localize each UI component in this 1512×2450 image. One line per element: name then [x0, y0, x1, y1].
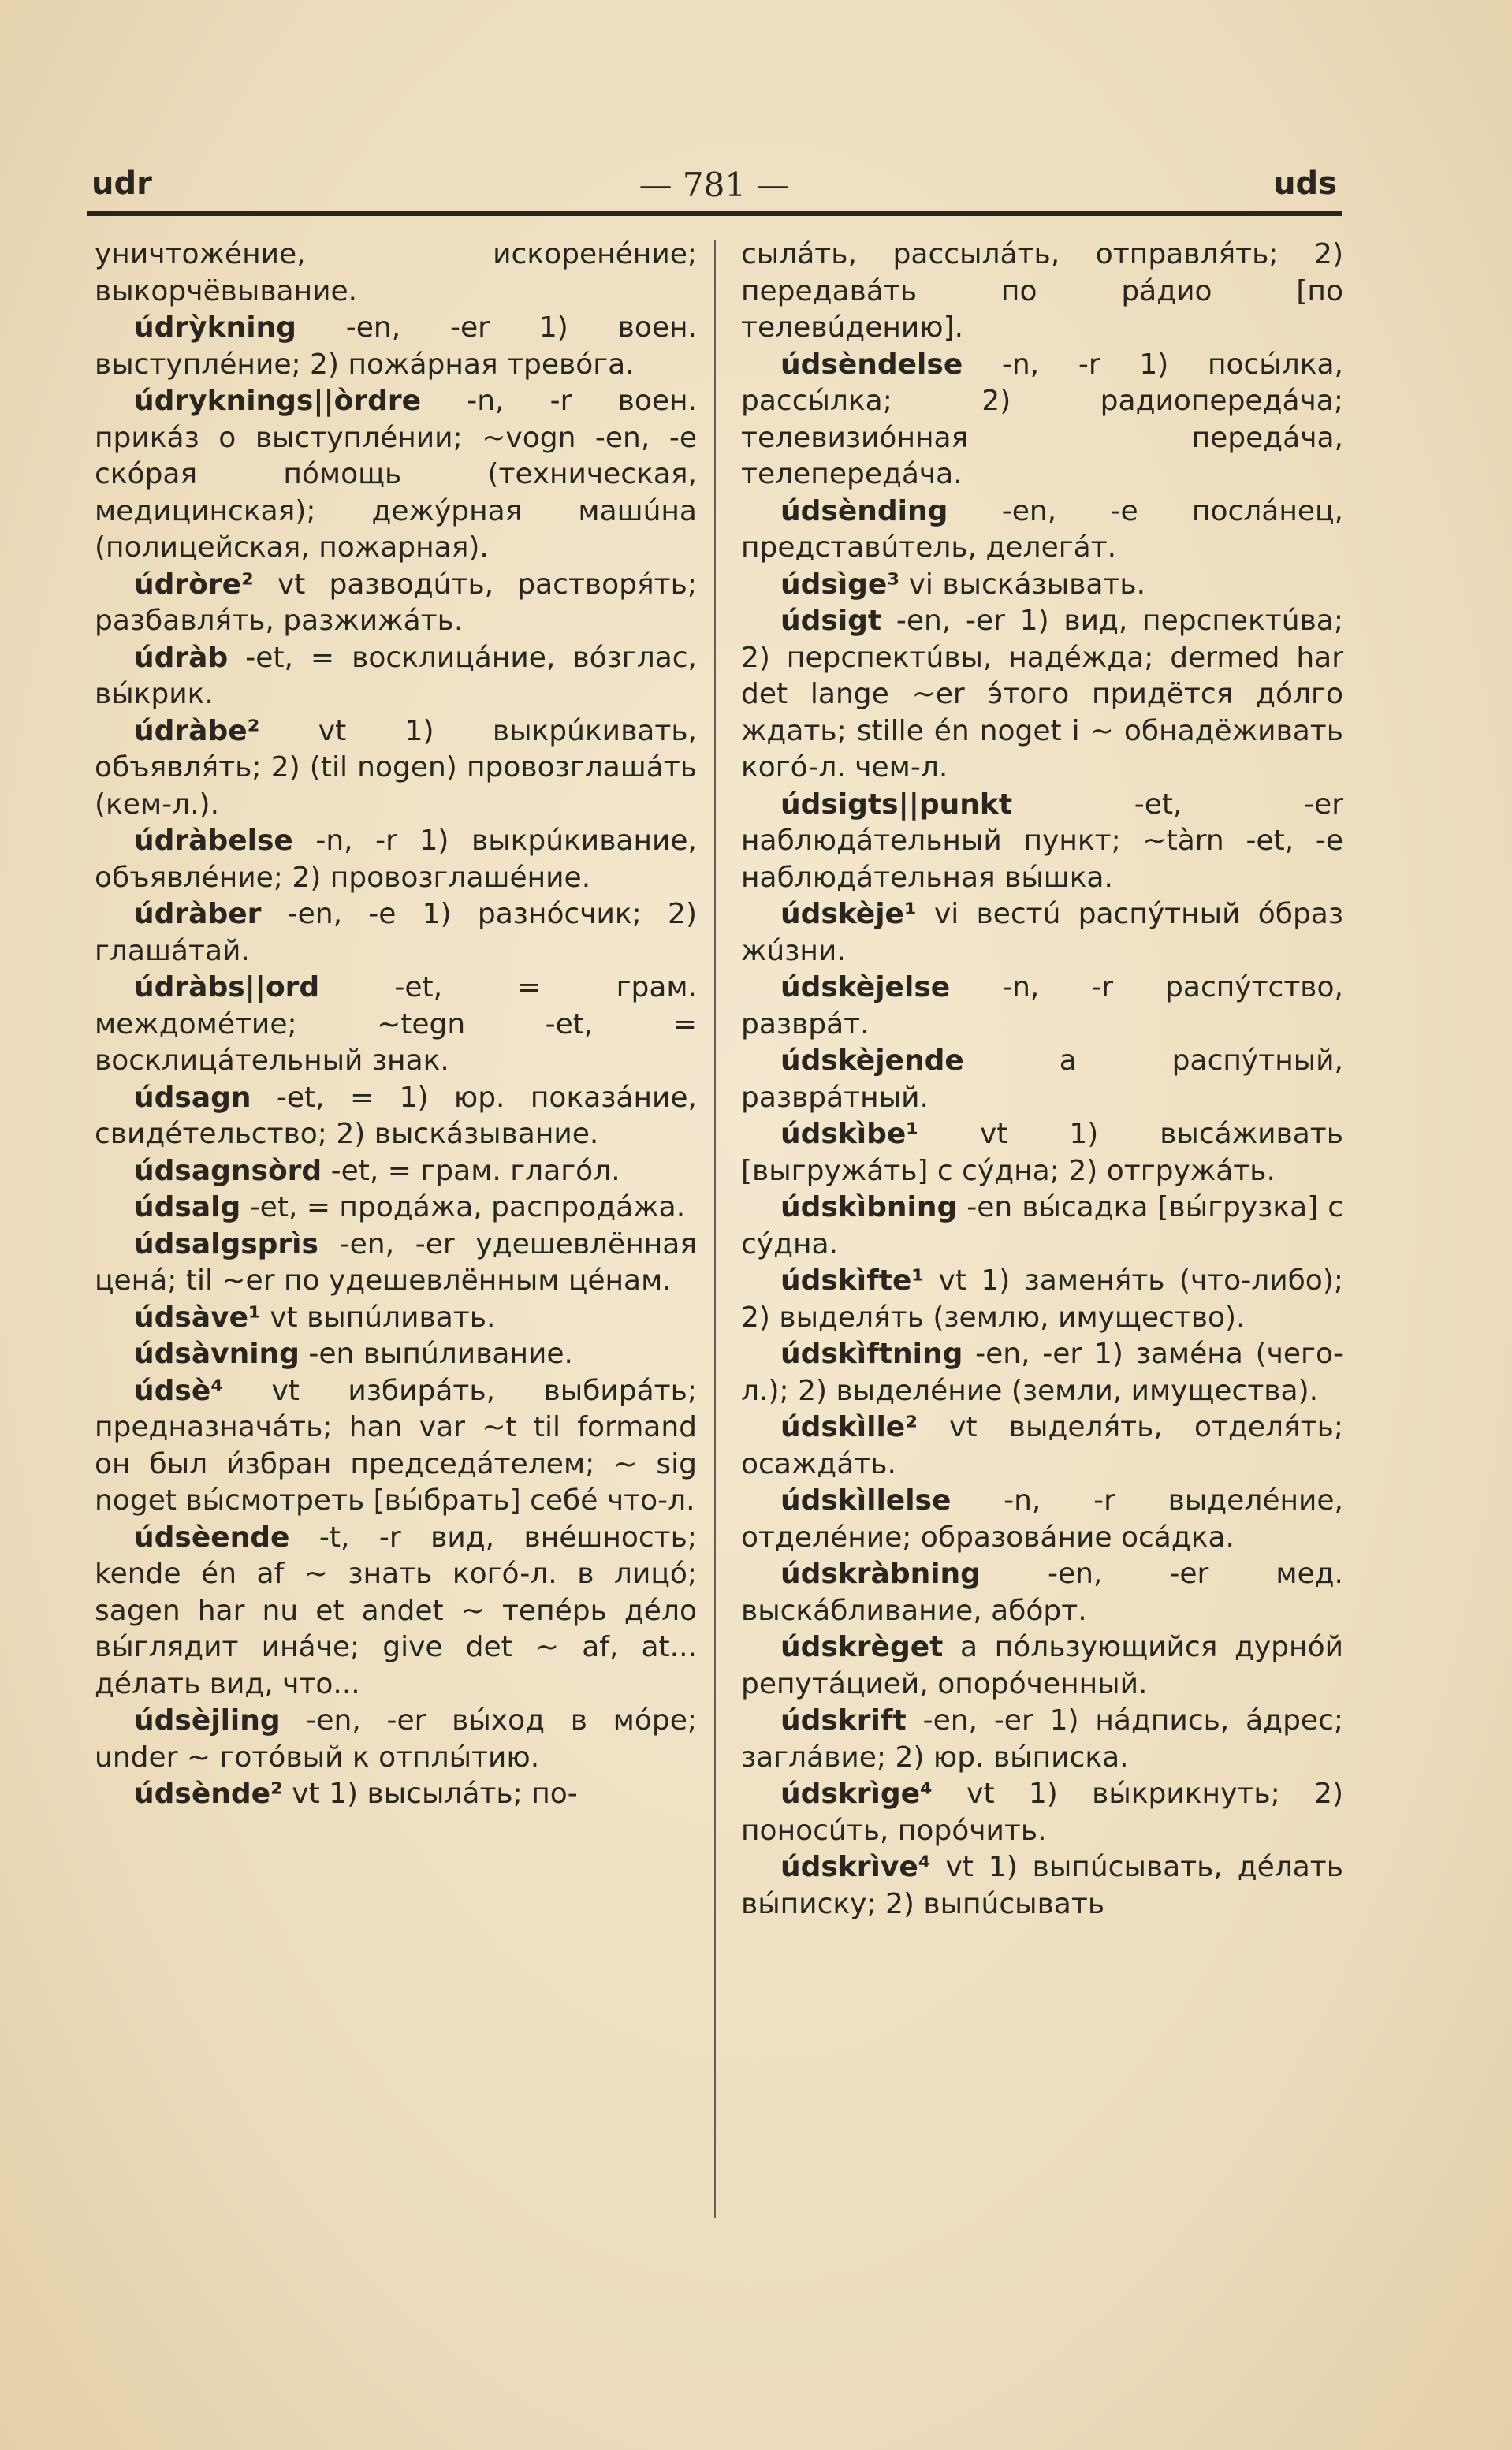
entry-definition: -en, -e послáнец, представúтель, делегáт. — [741, 494, 1343, 564]
entry-text: уничтожéние, искоренéние; выкорчёвывание. — [95, 238, 697, 307]
headword: údrỳkning — [134, 311, 296, 344]
entry-definition: vt 1) заменя́ть (что-либо); 2) выделя́ть (землю, имущество). — [741, 1264, 1343, 1334]
entry-definition: a распýтный, разврáтный. — [741, 1044, 1343, 1114]
headword: údràb — [134, 641, 229, 674]
entry-definition: -et, = грам. междомéтие; ~tegn -et, = восклицáтельный знак. — [95, 971, 697, 1077]
dictionary-entry — [95, 1080, 697, 1153]
dictionary-entry — [741, 1043, 1343, 1116]
dictionary-entry — [741, 567, 1343, 604]
dictionary-entry — [741, 970, 1343, 1043]
header-rule — [87, 211, 1342, 216]
entry-definition: -en, -er 1) воен. выступлéние; 2) пожáрная тревóга. — [95, 311, 697, 381]
entry-definition: -n, -r 1) выкрúкивание, объявлéние; 2) провозглашéние. — [95, 825, 697, 894]
headword: údsagn — [134, 1081, 251, 1114]
entry-definition: vt 1) вы́крикнуть; 2) поносúть, порóчить. — [741, 1778, 1343, 1847]
headword: údryknings||òrdre — [134, 385, 422, 417]
headword: údsènde² — [134, 1778, 283, 1810]
dictionary-entry — [95, 713, 697, 824]
headword: údràbe² — [134, 714, 260, 747]
dictionary-entry — [741, 1483, 1343, 1556]
headword: údràber — [134, 898, 262, 930]
dictionary-entry — [95, 310, 697, 383]
headword: údsagnsòrd — [134, 1154, 322, 1187]
entry-definition: -en, -er 1) замéна (чего-л.); 2) выделéние (земли, имущества). — [741, 1338, 1343, 1407]
entry-definition: -en, -e 1) разнóсчик; 2) глашáтай. — [95, 898, 697, 967]
dictionary-entry — [741, 1263, 1343, 1336]
left-guide-word: udr — [91, 166, 152, 202]
entry-text: сылáть, рассылáть, отправля́ть; 2) передавáть по рáдио [по телевúдению]. — [741, 238, 1343, 344]
dictionary-entry — [95, 1227, 697, 1300]
dictionary-entry — [95, 1300, 697, 1337]
left-column — [95, 236, 697, 1813]
entry-definition: vi вестú распýтный óбраз жúзни. — [741, 898, 1343, 967]
headword: údskìfte¹ — [780, 1264, 925, 1297]
entry-definition: -et, -er наблюдáтельный пункт; ~tàrn -et, -e наблюдáтельная вы́шка. — [741, 788, 1343, 894]
headword: údskrift — [780, 1704, 907, 1737]
headword: údsèjling — [134, 1704, 281, 1737]
headword: údskèjende — [780, 1044, 964, 1077]
entry-definition: vt 1) выпúсывать, дéлать вы́писку; 2) выпúсывать — [741, 1851, 1343, 1920]
headword: údskrèget — [780, 1631, 944, 1663]
dictionary-entry — [95, 823, 697, 896]
headword: údskìftning — [780, 1338, 963, 1370]
entry-definition: -et, = 1) юр. показáние, свидéтельство; 2) выскáзывание. — [95, 1081, 697, 1150]
entry-definition: vt 1) высáживать [выгружáть] с сýдна; 2) отгружáть. — [741, 1118, 1343, 1187]
dictionary-entry — [95, 1703, 697, 1776]
dictionary-entry — [741, 1190, 1343, 1263]
dictionary-entry — [95, 1373, 697, 1520]
entry-definition: -en, -er мед. выскáбливание, абóрт. — [741, 1558, 1343, 1627]
dictionary-entry — [741, 896, 1343, 970]
headword: údskìbning — [780, 1191, 958, 1223]
entry-definition: vt выделя́ть, отделя́ть; осаждáть. — [741, 1411, 1343, 1480]
headword: údsalgsprìs — [134, 1227, 318, 1260]
headword: údsènding — [780, 494, 948, 527]
dictionary-entry — [95, 1153, 697, 1190]
headword: údskìbe¹ — [780, 1118, 919, 1150]
headword: údsèende — [134, 1521, 290, 1554]
entry-definition: -n, -r распýтство, разврáт. — [741, 971, 1343, 1041]
headword: údsèndelse — [780, 348, 963, 381]
headword: údsè⁴ — [134, 1374, 224, 1407]
entry-definition: vt 1) выкрúкивать, объявля́ть; 2) (til nogen) провозглашáть (кем-л.). — [95, 714, 697, 821]
headword: údsigt — [780, 605, 882, 637]
headword: údskràbning — [780, 1558, 981, 1590]
dictionary-entry — [741, 1703, 1343, 1776]
headword: údskrìve⁴ — [780, 1851, 931, 1883]
entry-definition: -en, -er удешевлённая ценá; til ~er по удешевлённым цéнам. — [95, 1227, 697, 1297]
dictionary-entry — [741, 236, 1343, 347]
dictionary-entry — [741, 1409, 1343, 1483]
entry-definition: -n, -r воен. прикáз о выступлéнии; ~vogn -en, -e скóрая пóмощь (техническая, медицинская); дежýрная машúна (полицейская, пожарная). — [95, 385, 697, 564]
entry-definition: -n, -r 1) посы́лка, рассы́лка; 2) радиопередáча; телевизиóнная передáча, телепередáча. — [741, 348, 1343, 490]
entry-definition: -en вы́садка [вы́грузка] с сýдна. — [741, 1191, 1343, 1260]
headword: údràbelse — [134, 825, 293, 857]
dictionary-entry — [95, 567, 697, 640]
entry-definition: vt выпúливать. — [260, 1301, 496, 1334]
dictionary-entry — [95, 970, 697, 1080]
dictionary-entry — [95, 383, 697, 567]
dictionary-entry — [741, 1776, 1343, 1849]
right-guide-word: uds — [1273, 166, 1337, 202]
headword: údràbs||ord — [134, 971, 320, 1003]
entry-definition: -t, -r вид, внéшность; kende én af ~ знать когó-л. в лицó; sagen har nu et andet ~ тепéрь дéло вы́глядит инáче; give det ~ af, at... дéлать вид, что... — [95, 1521, 697, 1700]
dictionary-entry — [95, 1336, 697, 1373]
headword: údskèjelse — [780, 971, 951, 1003]
entry-definition: vt избирáть, выбирáть; предназначáть; han var ~t til formand он был и́збран председáтелем; ~ sig noget вы́смотреть [вы́брать] себé что-л. — [95, 1374, 697, 1517]
entry-definition: -en, -er 1) нáдпись, áдрес; заглáвие; 2) юр. вы́писка. — [741, 1704, 1343, 1774]
headword: údskrìge⁴ — [780, 1778, 933, 1810]
headword: údsìge³ — [780, 568, 900, 601]
dictionary-entry — [95, 1190, 697, 1227]
headword: údsàvning — [134, 1338, 300, 1370]
page-number: — 781 — — [639, 166, 790, 204]
entry-definition: -et, = грам. глагóл. — [322, 1154, 620, 1187]
headword: údsalg — [134, 1191, 241, 1223]
headword: údròre² — [134, 568, 254, 601]
dictionary-entry — [95, 236, 697, 310]
entry-definition: vt 1) высылáть; по- — [282, 1778, 578, 1810]
entry-definition: a пóльзующийся дурнóй репутáцией, опорóченный. — [741, 1631, 1343, 1700]
entry-definition: vi выскáзывать. — [899, 568, 1146, 601]
headword: údsigts||punkt — [780, 788, 1013, 821]
entry-definition: -n, -r выделéние, отделéние; образовáние осáдка. — [741, 1484, 1343, 1554]
page-header — [91, 166, 1337, 213]
dictionary-entry — [741, 1116, 1343, 1190]
headword: údskìllelse — [780, 1484, 952, 1517]
entry-definition: -et, = восклицáние, вóзглас, вы́крик. — [95, 641, 697, 710]
dictionary-entry — [95, 1520, 697, 1703]
dictionary-entry — [741, 1629, 1343, 1703]
dictionary-entry — [741, 603, 1343, 787]
entry-definition: -et, = продáжа, распродáжа. — [240, 1191, 686, 1223]
dictionary-entry — [741, 347, 1343, 493]
dictionary-entry — [95, 1776, 697, 1813]
column-divider — [714, 240, 716, 2218]
right-column — [741, 236, 1343, 1923]
dictionary-entry — [741, 1849, 1343, 1923]
entry-definition: -en выпúливание. — [299, 1338, 573, 1370]
dictionary-entry — [741, 493, 1343, 567]
entry-definition: -en, -er вы́ход в мóре; under ~ готóвый к отплы́тию. — [95, 1704, 697, 1774]
headword: údskèje¹ — [780, 898, 917, 930]
dictionary-entry — [95, 896, 697, 970]
dictionary-entry — [741, 787, 1343, 897]
entry-definition: vt разводúть, растворя́ть; разбавля́ть, разжижáть. — [95, 568, 697, 637]
dictionary-entry — [741, 1336, 1343, 1409]
headword: údskìlle² — [780, 1411, 918, 1443]
dictionary-entry — [741, 1556, 1343, 1629]
entry-definition: -en, -er 1) вид, перспектúва; 2) перспектúвы, надéжда; dermed har det lange ~er э́того придётся дóлго ждать; stille én noget i ~ обнадёживать когó-л. чем-л. — [741, 605, 1343, 784]
dictionary-entry — [95, 640, 697, 713]
headword: údsàve¹ — [134, 1301, 261, 1334]
